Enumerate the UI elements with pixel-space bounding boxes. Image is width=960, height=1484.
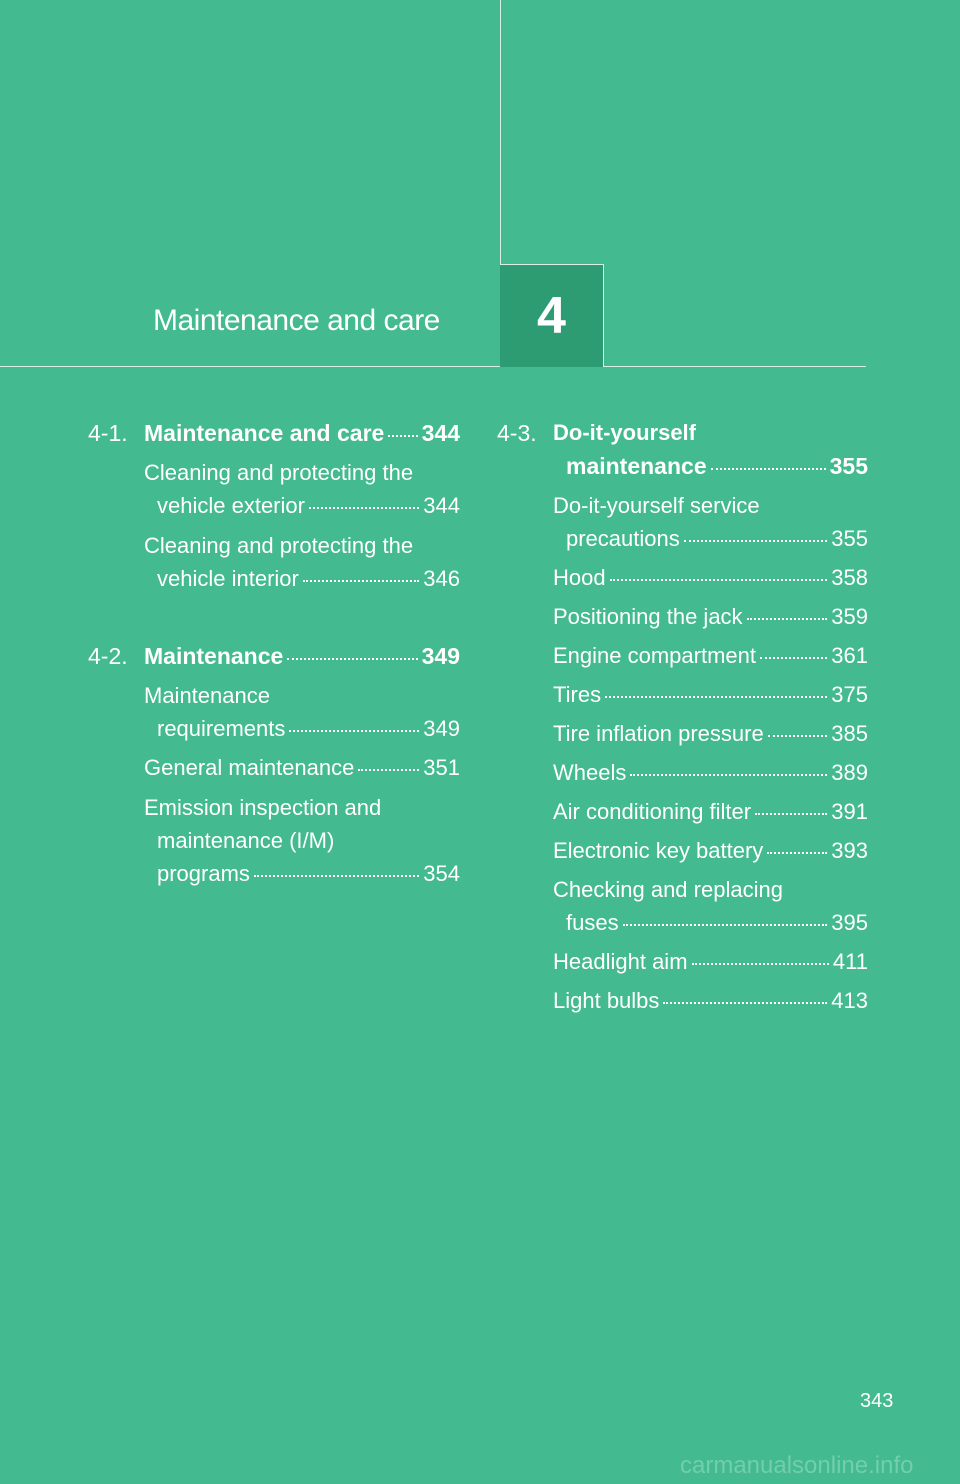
section-page: 355 <box>829 453 868 479</box>
entry-page: 351 <box>423 755 460 780</box>
toc-entry-line[interactable]: Do-it-yourself service <box>553 493 760 518</box>
dot-leader <box>605 696 827 698</box>
entry-title: Electronic key battery <box>553 838 764 863</box>
entry-title: Hood <box>553 565 606 590</box>
dot-leader <box>309 507 419 509</box>
entry-title: vehicle exterior <box>157 493 305 518</box>
section-title: maintenance <box>566 453 707 479</box>
toc-entry[interactable] <box>553 988 868 1014</box>
entry-title: Positioning the jack <box>553 604 743 629</box>
toc-entry[interactable] <box>553 643 868 669</box>
dot-leader <box>663 1002 827 1004</box>
toc-entry[interactable] <box>157 493 460 519</box>
toc-entry[interactable] <box>553 838 868 864</box>
dot-leader <box>755 813 827 815</box>
entry-title: programs <box>157 861 250 886</box>
dot-leader <box>684 540 828 542</box>
toc-entry[interactable] <box>553 604 868 630</box>
dot-leader <box>760 657 827 659</box>
entry-title: Wheels <box>553 760 627 785</box>
toc-entry[interactable] <box>553 949 868 975</box>
entry-title: Tire inflation pressure <box>553 721 764 746</box>
toc-entry[interactable] <box>553 799 868 825</box>
section-number: 4-1. <box>88 420 128 446</box>
toc-entry-line[interactable]: Checking and replacing <box>553 877 783 902</box>
watermark: carmanualsonline.info <box>680 1452 914 1479</box>
chapter-number: 4 <box>537 287 566 345</box>
section-title[interactable]: Do-it-yourself <box>553 420 696 445</box>
toc-entry[interactable] <box>144 755 460 781</box>
chapter-title: Maintenance and care <box>153 304 440 337</box>
dot-leader <box>768 735 828 737</box>
entry-page: 395 <box>831 910 868 935</box>
dot-leader <box>610 579 828 581</box>
toc-entry[interactable] <box>157 566 460 592</box>
entry-page: 361 <box>831 643 868 668</box>
toc-entry[interactable] <box>553 565 868 591</box>
entry-page: 385 <box>831 721 868 746</box>
toc-entry[interactable] <box>157 861 460 887</box>
toc-entry[interactable] <box>566 910 868 936</box>
entry-title: precautions <box>566 526 680 551</box>
page-number: 343 <box>860 1390 894 1412</box>
dot-leader <box>630 774 827 776</box>
entry-page: 359 <box>831 604 868 629</box>
chapter-number-tab <box>500 264 604 367</box>
entry-title: Headlight aim <box>553 949 688 974</box>
entry-page: 411 <box>832 949 868 974</box>
section-title: Maintenance and care <box>144 420 385 446</box>
toc-entry[interactable] <box>157 716 460 742</box>
entry-page: 354 <box>423 861 460 886</box>
section-title: Maintenance <box>144 643 284 669</box>
dot-leader <box>747 618 828 620</box>
toc-entry-line[interactable]: maintenance (I/M) <box>157 828 335 853</box>
toc-entry[interactable] <box>566 526 868 552</box>
entry-title: vehicle interior <box>157 566 299 591</box>
toc-section-entry[interactable] <box>566 453 868 480</box>
entry-title: Air conditioning filter <box>553 799 752 824</box>
entry-title: requirements <box>157 716 286 741</box>
toc-entry-line[interactable]: Emission inspection and <box>144 795 382 820</box>
toc-entry-line[interactable]: Maintenance <box>144 683 270 708</box>
entry-page: 413 <box>831 988 868 1013</box>
toc-entry[interactable] <box>553 682 868 708</box>
dot-leader <box>692 963 829 965</box>
entry-page: 391 <box>831 799 868 824</box>
toc-entry-line[interactable]: Cleaning and protecting the <box>144 460 414 485</box>
dot-leader <box>303 580 419 582</box>
entry-page: 349 <box>423 716 460 741</box>
entry-page: 358 <box>831 565 868 590</box>
section-page: 349 <box>421 643 460 669</box>
dot-leader <box>287 658 417 660</box>
entry-title: Light bulbs <box>553 988 660 1013</box>
dot-leader <box>623 924 828 926</box>
toc-entry[interactable] <box>553 760 868 786</box>
entry-page: 389 <box>831 760 868 785</box>
entry-page: 355 <box>831 526 868 551</box>
toc-entry[interactable] <box>553 721 868 747</box>
header-horizontal-rule <box>0 366 866 367</box>
section-page: 344 <box>421 420 460 446</box>
section-number: 4-2. <box>88 643 128 669</box>
entry-title: General maintenance <box>144 755 355 780</box>
entry-title: fuses <box>566 910 619 935</box>
dot-leader <box>767 852 827 854</box>
toc-section-entry[interactable] <box>144 643 460 670</box>
dot-leader <box>358 769 419 771</box>
dot-leader <box>711 468 826 470</box>
entry-title: Tires <box>553 682 602 707</box>
toc-entry-line[interactable]: Cleaning and protecting the <box>144 533 414 558</box>
entry-title: Engine compartment <box>553 643 756 668</box>
entry-page: 346 <box>423 566 460 591</box>
entry-page: 344 <box>423 493 460 518</box>
toc-section-entry[interactable] <box>144 420 460 447</box>
entry-page: 375 <box>831 682 868 707</box>
section-number: 4-3. <box>497 420 537 446</box>
dot-leader <box>289 730 419 732</box>
dot-leader <box>254 875 419 877</box>
dot-leader <box>388 435 417 437</box>
entry-page: 393 <box>831 838 868 863</box>
